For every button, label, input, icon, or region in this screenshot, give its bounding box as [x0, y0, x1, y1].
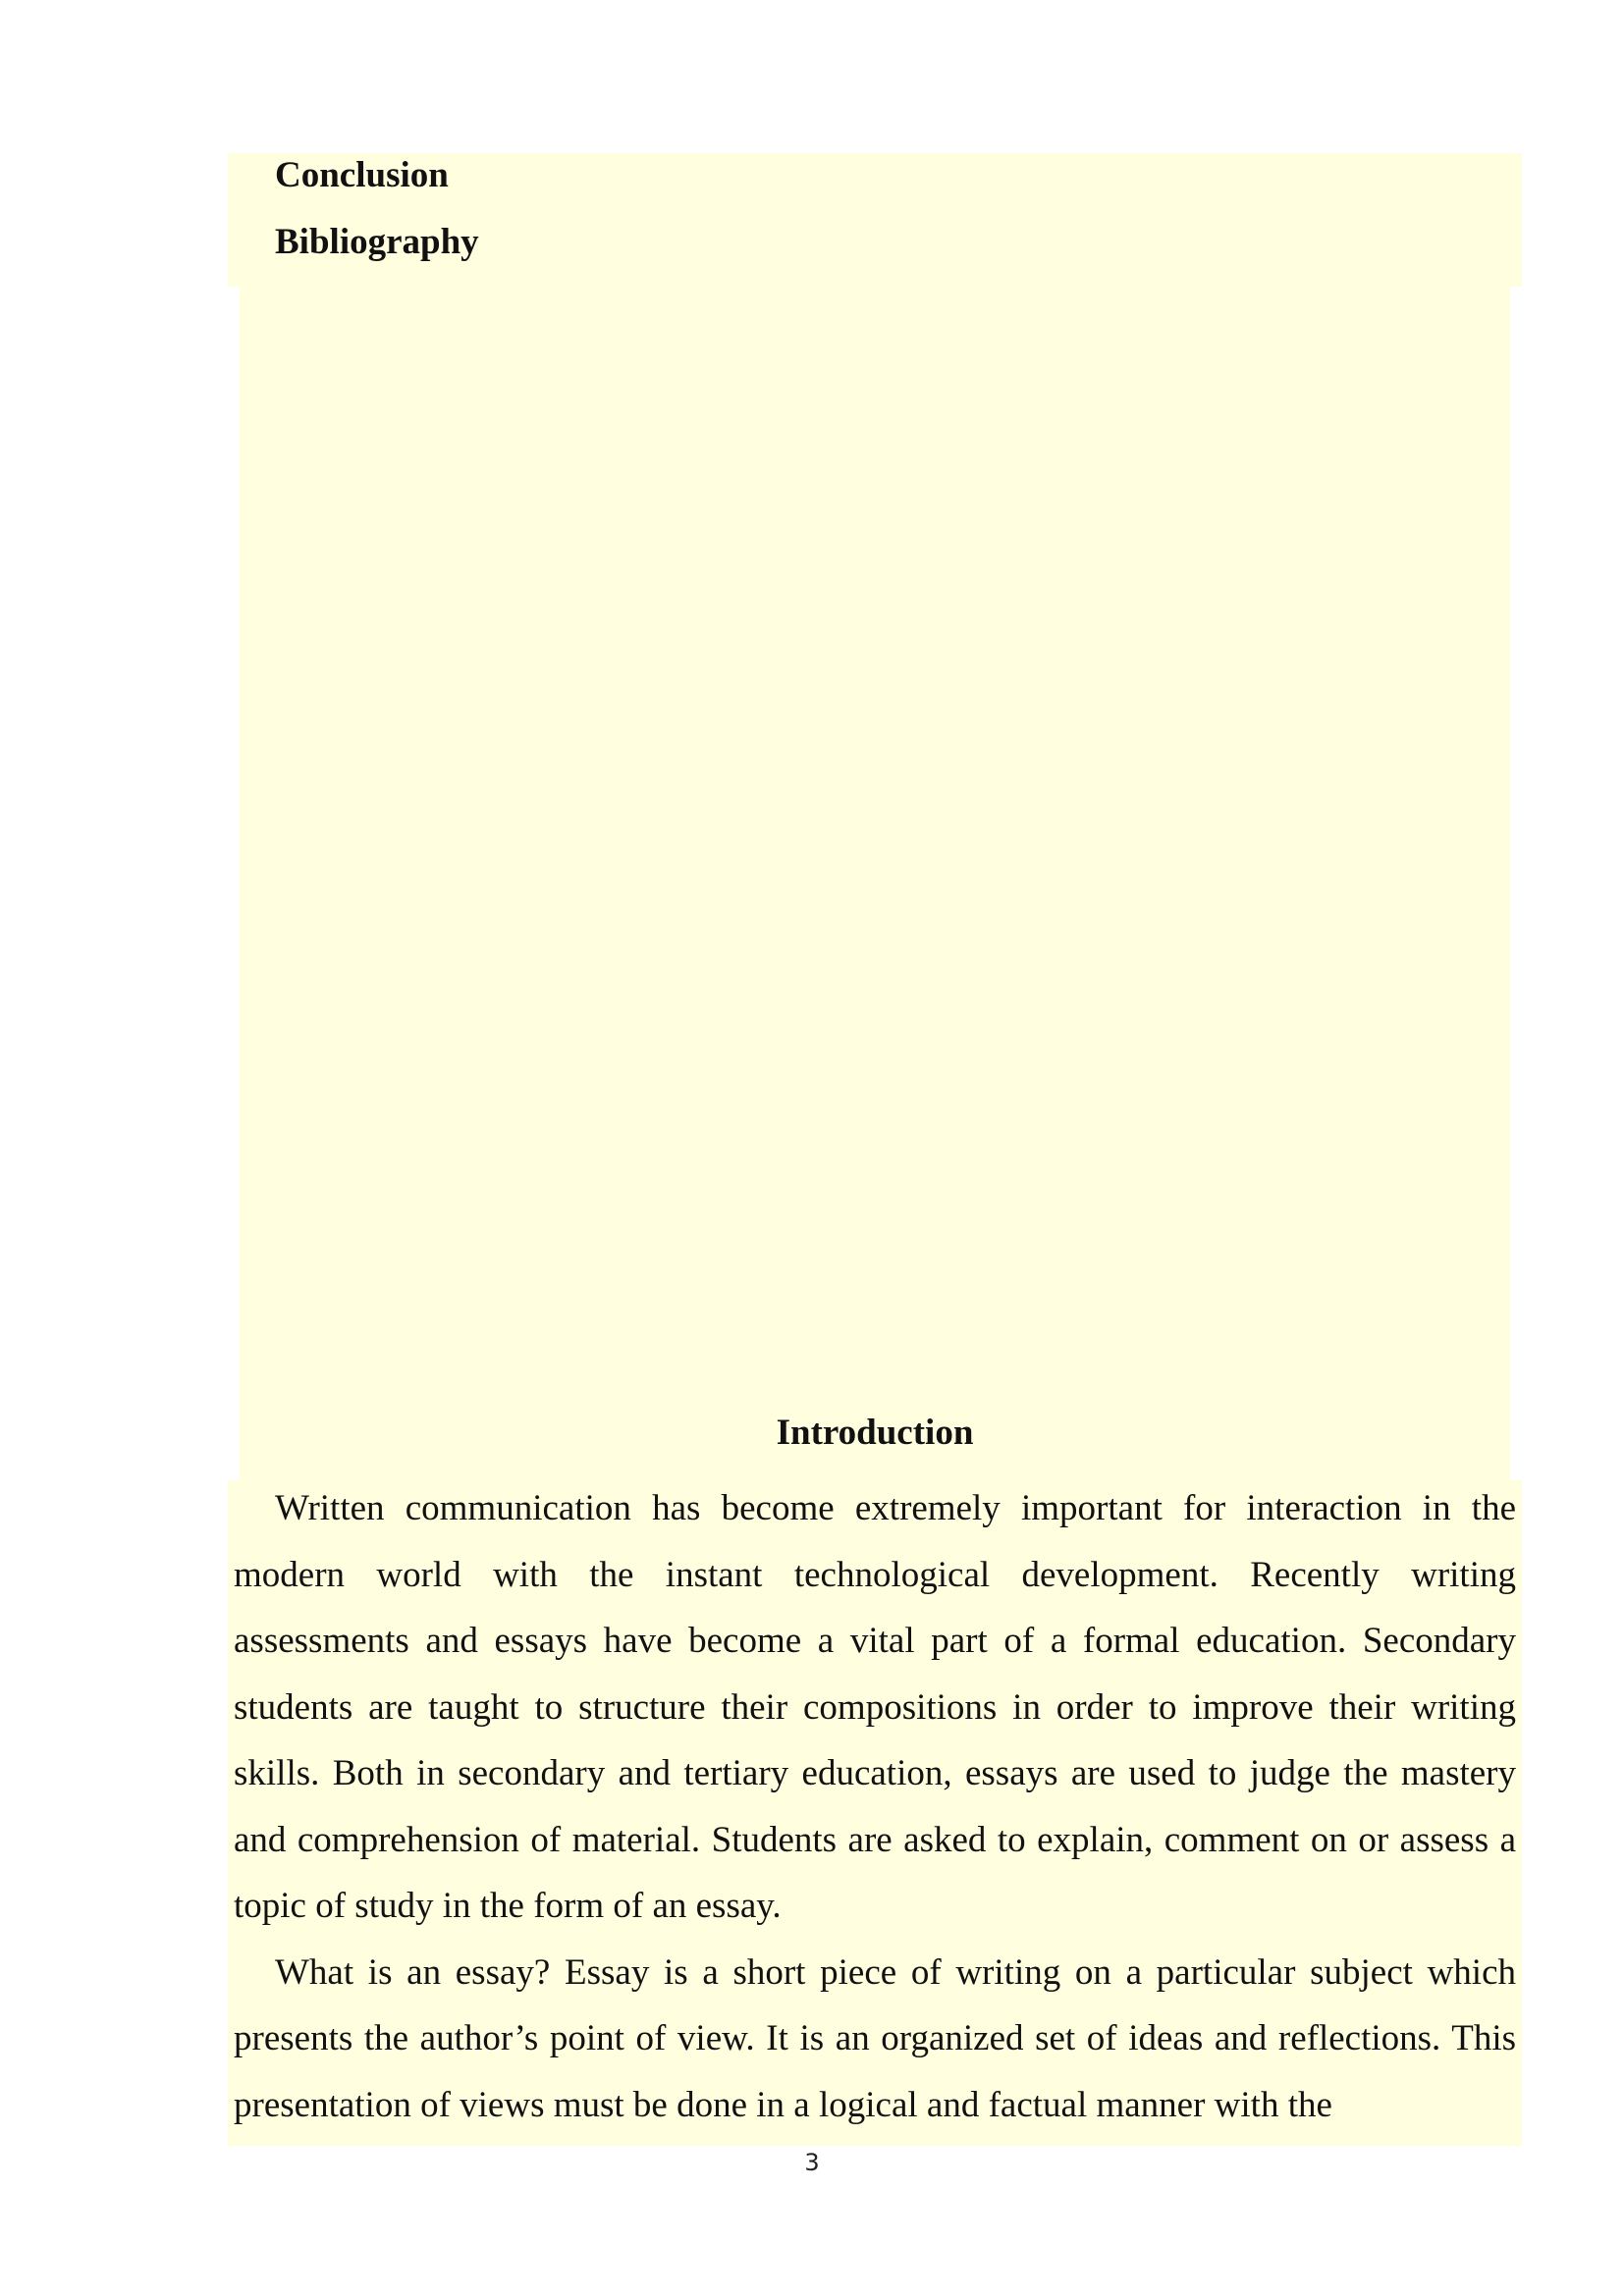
toc-item-bibliography: Bibliography: [275, 222, 479, 262]
toc-item-conclusion: Conclusion: [275, 155, 449, 195]
paragraph: What is an essay? Essay is a short piece of writing on a particular subject which presents the author’s point of view. It is an organized set of ideas and reflections. This presentation of views must be done in a logical and factual manner with the: [234, 1951, 1516, 2125]
page-number: 3: [804, 2149, 820, 2176]
introduction-body: [234, 1475, 1516, 2138]
highlight-region-middle: [240, 287, 1510, 1480]
section-heading-introduction: Introduction: [776, 1413, 974, 1453]
paragraph: Written communication has become extremely important for interaction in the modern world with the instant technological development. Recently writing assessments and essays have become a vital part of a formal education. Secondary students are taught to structure their compositions in order to improve their writing skills. Both in secondary and tertiary education, essays are used to judge the mastery and comprehension of material. Students are asked to explain, comment on or assess a topic of study in the form of an essay.: [234, 1488, 1516, 1926]
